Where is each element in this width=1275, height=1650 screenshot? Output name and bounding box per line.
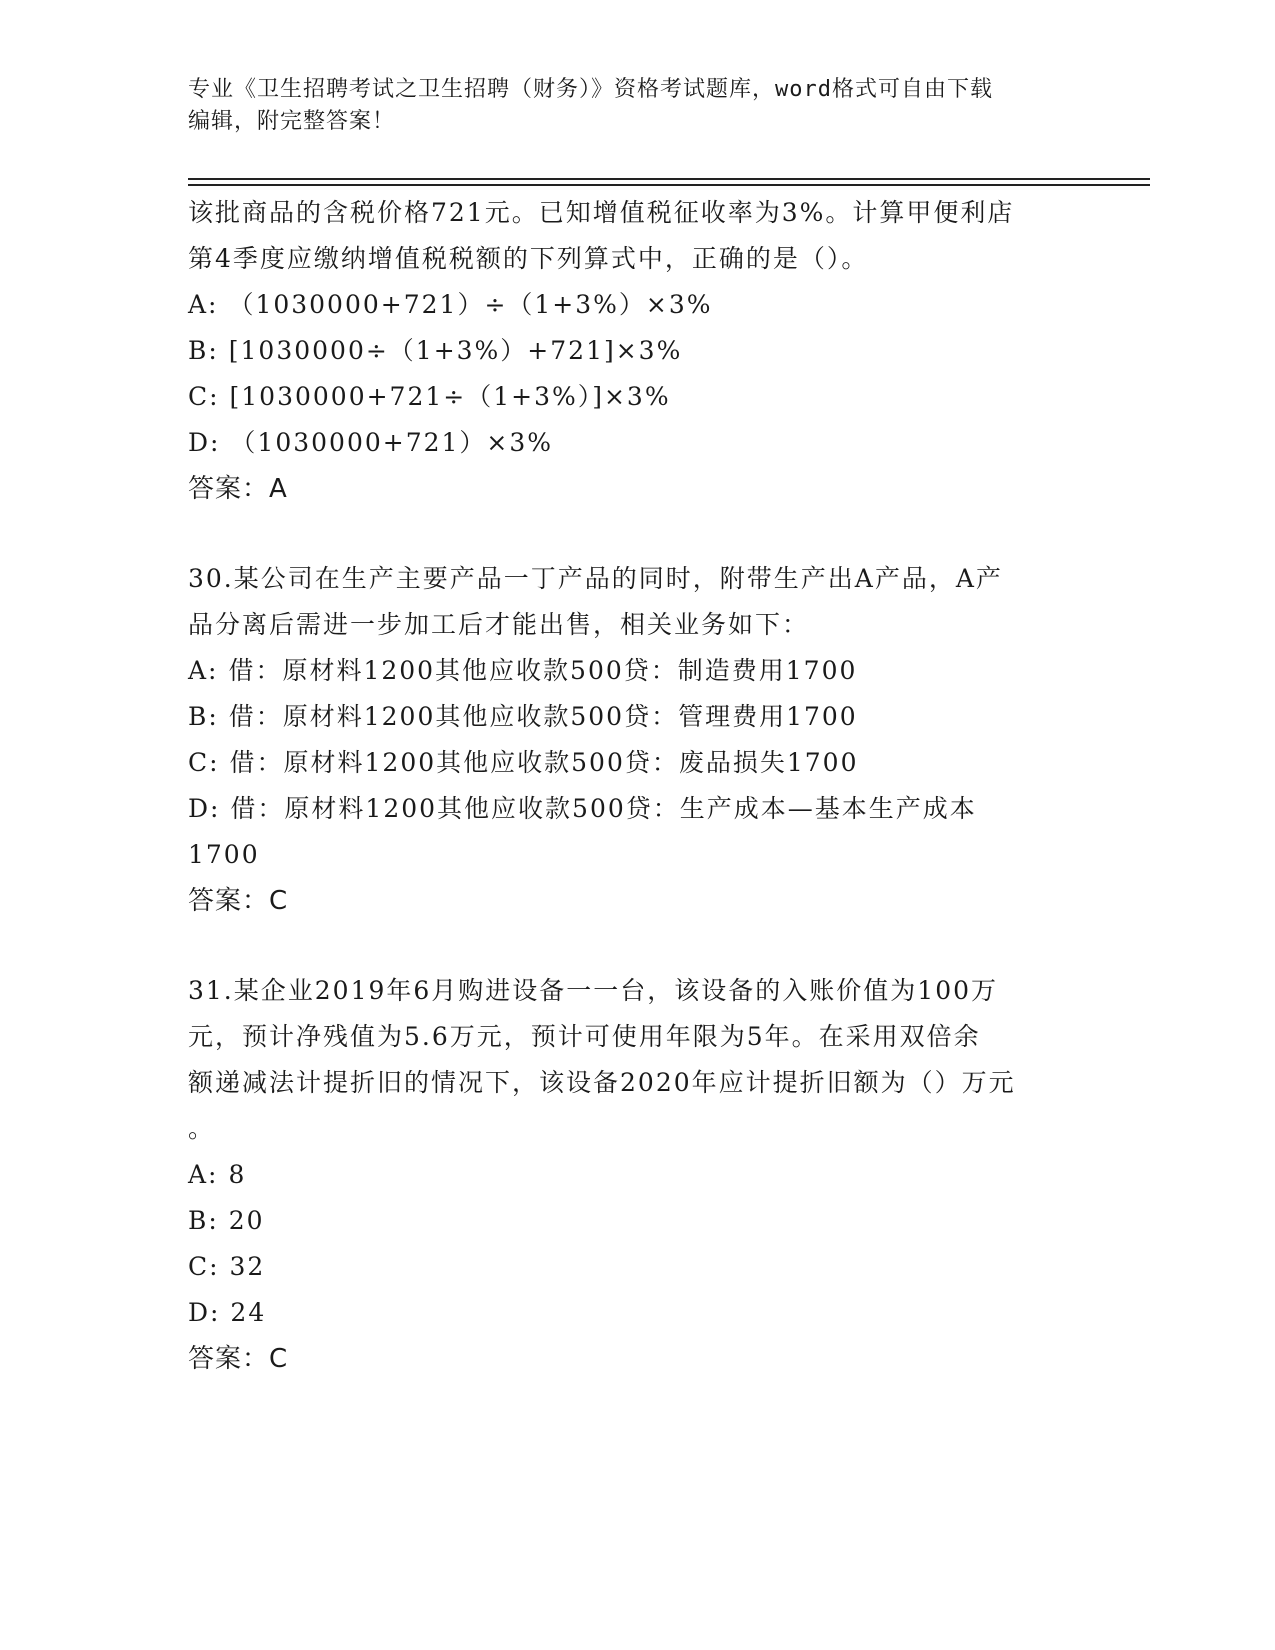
header-line-2: 编辑，附完整答案！ bbox=[188, 109, 396, 134]
answer-line: 答案：A bbox=[188, 474, 288, 504]
option-text: （1030000+721）×3% bbox=[230, 428, 554, 457]
option-a bbox=[188, 282, 1088, 328]
option-text: 24 bbox=[230, 1298, 267, 1327]
question-stem-line: 30.某公司在生产主要产品一丁产品的同时，附带生产出A产品，A产 bbox=[188, 564, 1003, 593]
option-label: D: bbox=[188, 794, 221, 823]
option-label: C: bbox=[188, 748, 220, 777]
answer-line: 答案：C bbox=[188, 886, 289, 916]
option-text: [1030000÷（1+3%）+721]×3% bbox=[228, 336, 683, 365]
option-label: D: bbox=[188, 428, 221, 457]
option-label: C: bbox=[188, 382, 220, 411]
option-text: 20 bbox=[228, 1206, 265, 1235]
question-29 bbox=[188, 190, 1088, 512]
option-label: D: bbox=[188, 1298, 221, 1327]
option-d-continuation: 1700 bbox=[188, 840, 260, 869]
option-c bbox=[188, 740, 1088, 786]
option-d bbox=[188, 786, 1088, 832]
option-a bbox=[188, 648, 1088, 694]
option-text: 借：原材料1200其他应收款500贷：生产成本—基本生产成本 bbox=[230, 794, 977, 823]
question-31 bbox=[188, 968, 1088, 1382]
question-stem-line: 该批商品的含税价格721元。已知增值税征收率为3%。计算甲便利店 bbox=[188, 198, 1015, 227]
spacer bbox=[188, 924, 1088, 968]
option-label: B: bbox=[188, 1206, 219, 1235]
option-label: A: bbox=[188, 656, 219, 685]
answer-line: 答案：C bbox=[188, 1344, 289, 1374]
header-divider-bottom bbox=[188, 184, 1150, 186]
option-label: A: bbox=[188, 290, 219, 319]
question-stem-line: 额递减法计提折旧的情况下，该设备2020年应计提折旧额为（）万元 bbox=[188, 1068, 1016, 1097]
question-30 bbox=[188, 556, 1088, 924]
option-c bbox=[188, 374, 1088, 420]
spacer bbox=[188, 512, 1088, 556]
option-b bbox=[188, 1198, 1088, 1244]
option-c bbox=[188, 1244, 1088, 1290]
option-text: 借：原材料1200其他应收款500贷：管理费用1700 bbox=[228, 702, 858, 731]
option-d bbox=[188, 420, 1088, 466]
option-label: C: bbox=[188, 1252, 220, 1281]
option-text: （1030000+721）÷（1+3%）×3% bbox=[228, 290, 713, 319]
option-text: 借：原材料1200其他应收款500贷：废品损失1700 bbox=[229, 748, 859, 777]
question-stem-line: 31.某企业2019年6月购进设备一一台，该设备的入账价值为100万 bbox=[188, 976, 999, 1005]
header-line-1: 专业《卫生招聘考试之卫生招聘（财务）》资格考试题库，word格式可自由下载 bbox=[188, 77, 993, 102]
option-a bbox=[188, 1152, 1088, 1198]
option-label: B: bbox=[188, 702, 219, 731]
option-text: 32 bbox=[229, 1252, 266, 1281]
option-label: A: bbox=[188, 1160, 219, 1189]
question-stem-line: 第4季度应缴纳增值税税额的下列算式中，正确的是（）。 bbox=[188, 244, 869, 273]
document-header bbox=[188, 74, 1088, 138]
option-label: B: bbox=[188, 336, 219, 365]
question-stem-line: 元，预计净残值为5.6万元，预计可使用年限为5年。在采用双倍余 bbox=[188, 1022, 981, 1051]
option-text: [1030000+721÷（1+3%）]×3% bbox=[229, 382, 671, 411]
question-stem-line: 品分离后需进一步加工后才能出售，相关业务如下： bbox=[188, 610, 810, 639]
option-b bbox=[188, 328, 1088, 374]
option-d bbox=[188, 1290, 1088, 1336]
question-stem-line: 。 bbox=[188, 1114, 216, 1143]
option-text: 8 bbox=[228, 1160, 247, 1189]
document-body bbox=[188, 190, 1088, 1382]
header-divider-top bbox=[188, 178, 1150, 180]
option-text: 借：原材料1200其他应收款500贷：制造费用1700 bbox=[228, 656, 858, 685]
option-b bbox=[188, 694, 1088, 740]
